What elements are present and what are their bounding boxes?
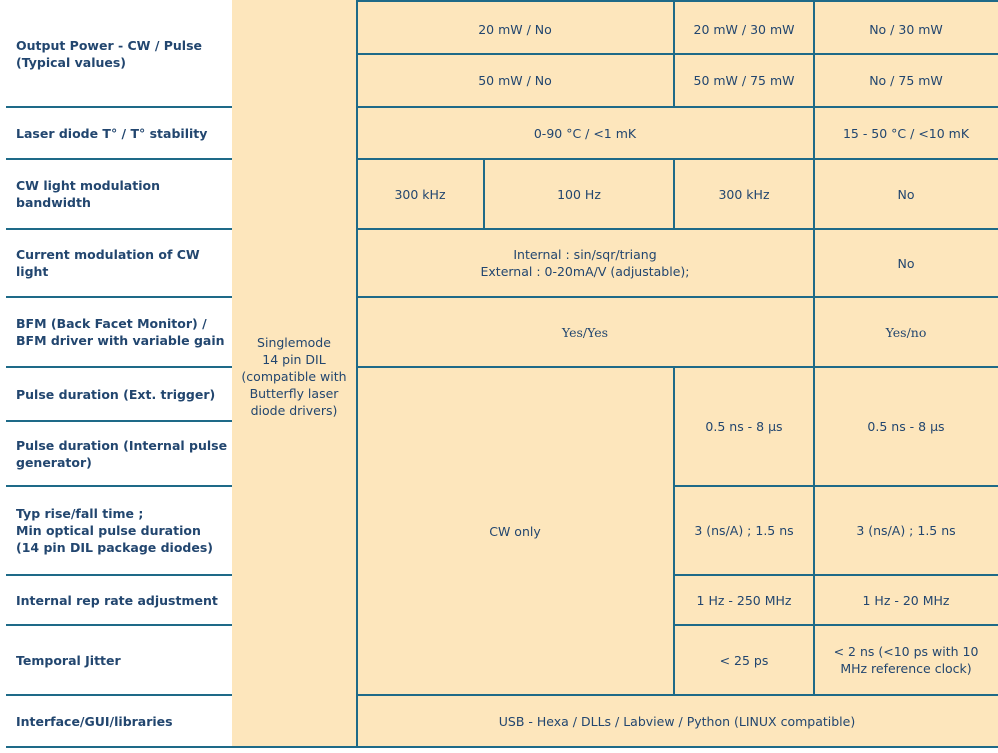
column-divider	[356, 0, 358, 747]
power-20-30: 20 mW / 30 mW	[674, 0, 814, 54]
temp-range-main: 0-90 °C / <1 mK	[356, 107, 814, 159]
current-modulation-main: Internal : sin/sqr/triang External : 0-20mA/V (adjustable);	[356, 229, 814, 297]
row-divider	[6, 624, 232, 626]
row-label-rep-rate: Internal rep rate adjustment	[0, 575, 232, 625]
row-divider	[674, 574, 998, 576]
row-divider	[6, 228, 232, 230]
row-divider	[356, 0, 998, 2]
row-divider	[6, 296, 232, 298]
row-divider	[6, 694, 232, 696]
row-divider	[356, 53, 998, 55]
row-divider	[356, 106, 998, 108]
column-divider	[673, 0, 675, 107]
row-divider	[356, 694, 998, 696]
bandwidth-col4: No	[814, 159, 998, 229]
column-divider	[813, 367, 815, 695]
row-divider	[6, 485, 232, 487]
jitter-col3: < 25 ps	[674, 625, 814, 695]
row-label-temporal-jitter: Temporal Jitter	[0, 625, 232, 695]
row-divider	[356, 228, 998, 230]
power-cw-50: 50 mW / No	[356, 54, 674, 107]
rise-fall-col3: 3 (ns/A) ; 1.5 ns	[674, 486, 814, 575]
cw-only-cell: CW only	[356, 367, 674, 695]
row-divider	[356, 296, 998, 298]
power-no-30: No / 30 mW	[814, 0, 998, 54]
power-cw-20: 20 mW / No	[356, 0, 674, 54]
row-divider	[232, 746, 998, 748]
row-divider	[356, 158, 998, 160]
row-label-cw-modulation-bandwidth: CW light modulation bandwidth	[0, 159, 232, 229]
bandwidth-col2: 100 Hz	[484, 159, 674, 229]
current-modulation-last: No	[814, 229, 998, 297]
pulse-duration-col3: 0.5 ns - 8 µs	[674, 367, 814, 486]
jitter-col4: < 2 ns (<10 ps with 10 MHz reference clock)	[814, 625, 998, 695]
bandwidth-col3: 300 kHz	[674, 159, 814, 229]
row-label-bfm: BFM (Back Facet Monitor) / BFM driver with variable gain	[0, 297, 232, 367]
row-label-current-modulation: Current modulation of CW light	[0, 229, 232, 297]
column-divider	[673, 159, 675, 229]
row-label-pulse-internal: Pulse duration (Internal pulse generator)	[0, 421, 232, 486]
row-label-interface: Interface/GUI/libraries	[0, 695, 232, 747]
rise-fall-col4: 3 (ns/A) ; 1.5 ns	[814, 486, 998, 575]
pulse-duration-col4: 0.5 ns - 8 µs	[814, 367, 998, 486]
column-divider	[483, 159, 485, 229]
row-divider	[6, 158, 232, 160]
column-divider	[673, 367, 675, 695]
temp-range-last: 15 - 50 °C / <10 mK	[814, 107, 998, 159]
interface-cell: USB - Hexa / DLLs / Labview / Python (LINUX compatible)	[356, 695, 998, 747]
bfm-main: Yes/Yes	[356, 297, 814, 367]
column-divider	[813, 0, 815, 107]
row-divider	[6, 366, 232, 368]
row-divider	[6, 420, 232, 422]
row-divider	[674, 624, 998, 626]
column-divider	[813, 297, 815, 367]
power-50-75: 50 mW / 75 mW	[674, 54, 814, 107]
rep-rate-col3: 1 Hz - 250 MHz	[674, 575, 814, 625]
row-label-rise-fall-time: Typ rise/fall time ; Min optical pulse duration (14 pin DIL package diodes)	[0, 486, 232, 575]
row-divider	[6, 106, 232, 108]
row-label-pulse-ext-trigger: Pulse duration (Ext. trigger)	[0, 367, 232, 421]
rep-rate-col4: 1 Hz - 20 MHz	[814, 575, 998, 625]
row-divider	[6, 746, 232, 748]
package-cell: Singlemode 14 pin DIL (compatible with Butterfly laser diode drivers)	[232, 0, 356, 747]
row-divider	[356, 366, 998, 368]
row-label-output-power: Output Power - CW / Pulse (Typical values)	[0, 0, 232, 107]
bandwidth-col1: 300 kHz	[356, 159, 484, 229]
power-no-75: No / 75 mW	[814, 54, 998, 107]
column-divider	[813, 107, 815, 297]
row-label-laser-diode-temp: Laser diode T° / T° stability	[0, 107, 232, 159]
row-divider	[674, 485, 998, 487]
row-divider	[6, 574, 232, 576]
bfm-last: Yes/no	[814, 297, 998, 367]
